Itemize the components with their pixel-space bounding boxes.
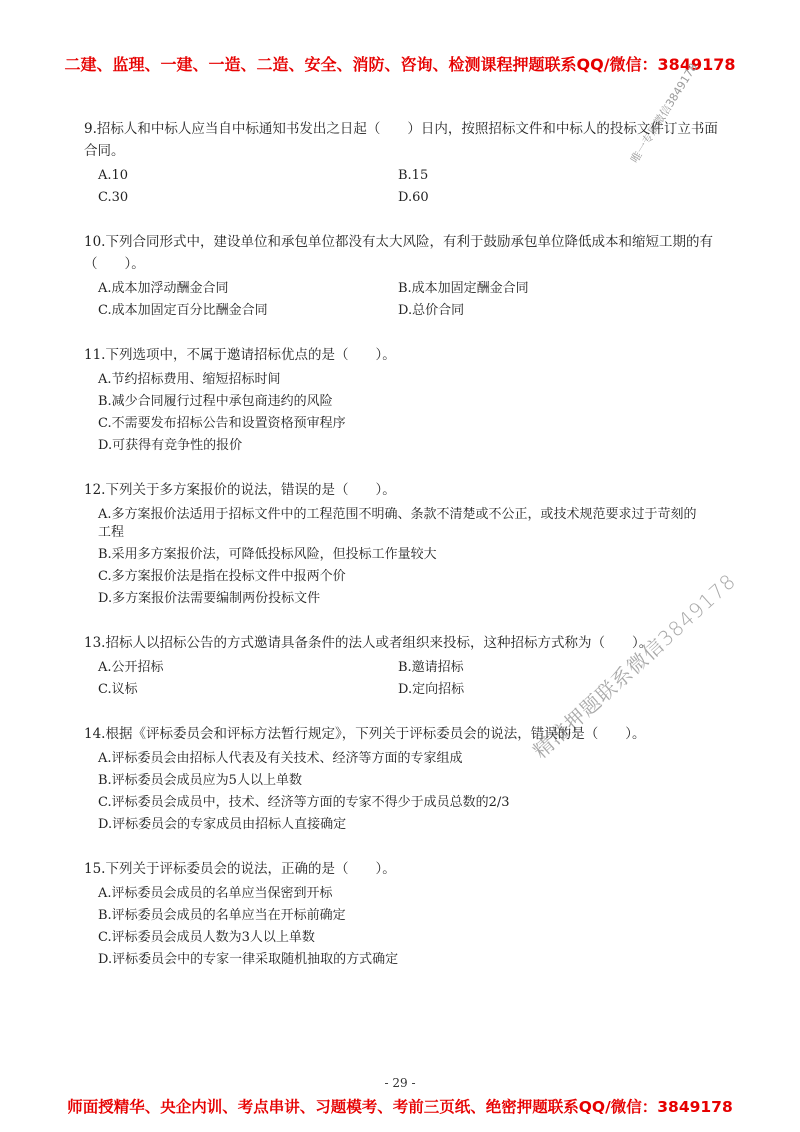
- option-a: A.评标委员会成员的名单应当保密到开标: [98, 886, 333, 901]
- question-stem: 12.下列关于多方案报价的说法，错误的是（ ）。: [84, 482, 396, 498]
- options: [98, 885, 724, 969]
- option-d: D.定向招标: [398, 682, 465, 697]
- option-d: D.多方案报价法需要编制两份投标文件: [98, 591, 321, 606]
- option-c: C.多方案报价法是指在投标文件中报两个价: [98, 569, 346, 584]
- options: [98, 167, 724, 207]
- question-12: [84, 479, 724, 608]
- option-b: B.15: [398, 168, 429, 183]
- option-c: C.议标: [98, 682, 138, 697]
- question-stem: 11.下列选项中，不属于邀请招标优点的是（ ）。: [84, 347, 396, 363]
- option-d: D.评标委员会的专家成员由招标人直接确定: [98, 817, 347, 832]
- page-number: - 29 -: [384, 1076, 416, 1090]
- question-stem: 15.下列关于评标委员会的说法，正确的是（ ）。: [84, 861, 396, 877]
- options: [98, 750, 724, 834]
- option-b: B.评标委员会成员的名单应当在开标前确定: [98, 908, 346, 923]
- watermark-middle-right: 精准押题联系微信3849178: [528, 568, 741, 764]
- option-c: C.评标委员会成员中，技术、经济等方面的专家不得少于成员总数的2/3: [98, 795, 510, 810]
- question-10: [84, 231, 724, 320]
- options: [98, 280, 724, 320]
- option-c: C.评标委员会成员人数为3人以上单数: [98, 930, 315, 945]
- option-a: A.评标委员会由招标人代表及有关技术、经济等方面的专家组成: [98, 751, 463, 766]
- question-stem: 13.招标人以招标公告的方式邀请具备条件的法人或者组织来投标，这种招标方式称为（ ）。: [84, 635, 653, 651]
- question-stem: 10.下列合同形式中，建设单位和承包单位都没有太大风险，有利于鼓励承包单位降低成本和缩短工期的有（ ）。: [84, 234, 713, 272]
- question-14: [84, 723, 724, 834]
- question-13: [84, 632, 724, 699]
- question-15: [84, 858, 724, 969]
- options: [98, 659, 724, 699]
- option-a: A.成本加浮动酬金合同: [98, 281, 229, 296]
- watermark-top-right: 唯一专属微信3849178: [628, 61, 701, 166]
- question-11: [84, 344, 724, 455]
- option-b: B.成本加固定酬金合同: [398, 281, 529, 296]
- option-a: A.公开招标: [98, 660, 164, 675]
- option-c: C.不需要发布招标公告和设置资格预审程序: [98, 416, 346, 431]
- option-a: A.节约招标费用、缩短招标时间: [98, 372, 281, 387]
- question-9: [84, 118, 724, 207]
- question-stem: 9.招标人和中标人应当自中标通知书发出之日起（ ）日内，按照招标文件和中标人的投标文件订立书面合同。: [84, 121, 718, 159]
- option-b: B.评标委员会成员应为5人以上单数: [98, 773, 302, 788]
- option-d: D.60: [398, 190, 429, 205]
- option-b: B.采用多方案报价法，可降低投标风险，但投标工作量较大: [98, 547, 437, 562]
- option-a: A.多方案报价法适用于招标文件中的工程范围不明确、条款不清楚或不公正，或技术规范要求过于苛刻的工程: [98, 507, 697, 540]
- options: [98, 371, 724, 455]
- option-b: B.邀请招标: [398, 660, 464, 675]
- footer-banner: 师面授精华、央企内训、考点串讲、习题模考、考前三页纸、绝密押题联系QQ/微信：3849178: [67, 1098, 733, 1116]
- option-c: C.30: [98, 190, 129, 205]
- option-c: C.成本加固定百分比酬金合同: [98, 303, 268, 318]
- question-list: [84, 118, 724, 993]
- option-d: D.可获得有竞争性的报价: [98, 438, 243, 453]
- option-d: D.总价合同: [398, 303, 465, 318]
- header-banner: 二建、监理、一建、一造、二造、安全、消防、咨询、检测课程押题联系QQ/微信：3849178: [64, 55, 736, 74]
- option-a: A.10: [98, 168, 129, 183]
- option-d: D.评标委员会中的专家一律采取随机抽取的方式确定: [98, 952, 399, 967]
- option-b: B.减少合同履行过程中承包商违约的风险: [98, 394, 333, 409]
- options: [98, 506, 724, 608]
- question-stem: 14.根据《评标委员会和评标方法暂行规定》，下列关于评标委员会的说法，错误的是（ ）。: [84, 726, 646, 742]
